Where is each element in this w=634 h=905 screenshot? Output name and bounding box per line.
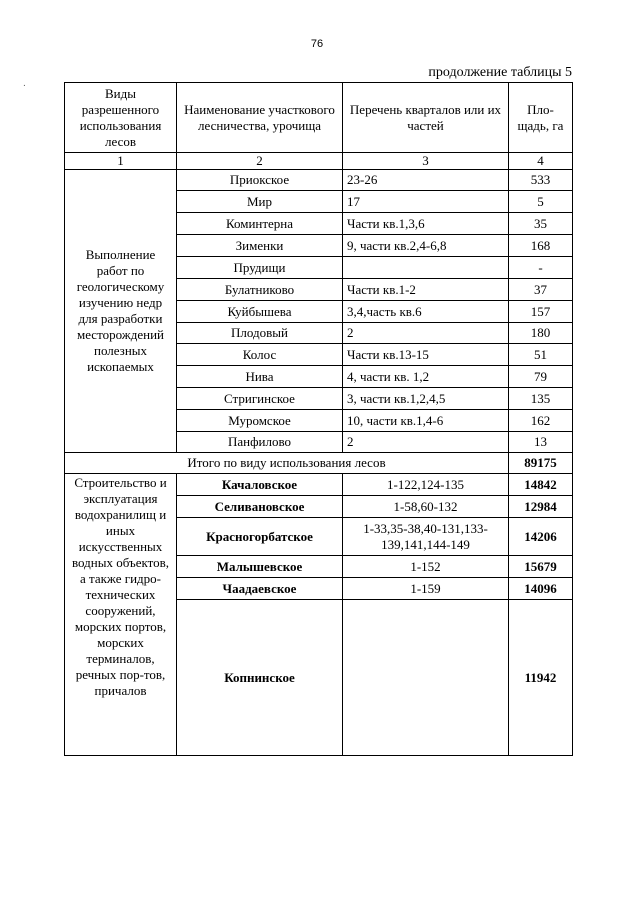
quarters-list: 23-26 [343, 170, 509, 191]
quarters-list: 3, части кв.1,2,4,5 [343, 388, 509, 410]
header-quarters: Перечень кварталов или их частей [343, 83, 509, 153]
area-value: 168 [509, 235, 573, 257]
forestry-name: Селивановское [177, 496, 343, 518]
forest-use-table [64, 82, 573, 756]
total-label: Итого по виду использования лесов [65, 453, 509, 474]
area-value: 180 [509, 323, 573, 344]
forestry-name: Панфилово [177, 432, 343, 453]
forestry-name: Стригинское [177, 388, 343, 410]
forestry-name: Прудищи [177, 257, 343, 279]
area-value: 14842 [509, 474, 573, 496]
area-value: 14206 [509, 518, 573, 556]
table-continuation-label: продолжение таблицы 5 [428, 65, 572, 80]
area-value: 162 [509, 410, 573, 432]
area-value: 35 [509, 213, 573, 235]
column-number: 4 [509, 153, 573, 170]
quarters-list: 1-33,35-38,40-131,133-139,141,144-149 [343, 518, 509, 556]
header-use-type: Виды разрешенного использования лесов [65, 83, 177, 153]
quarters-list: 4, части кв. 1,2 [343, 366, 509, 388]
area-value: 15679 [509, 556, 573, 578]
forestry-name: Зименки [177, 235, 343, 257]
forestry-name: Малышевское [177, 556, 343, 578]
quarters-list: 2 [343, 323, 509, 344]
header-forestry-name: Наименование участкового лесничества, урочища [177, 83, 343, 153]
area-value: 157 [509, 301, 573, 323]
area-value: 533 [509, 170, 573, 191]
area-value: 13 [509, 432, 573, 453]
forestry-name: Булатниково [177, 279, 343, 301]
forestry-name: Мир [177, 191, 343, 213]
table-row [65, 170, 573, 191]
area-value: 37 [509, 279, 573, 301]
forestry-name: Красногорбатское [177, 518, 343, 556]
table-row [65, 474, 573, 496]
section-construction [65, 474, 573, 756]
area-value: 51 [509, 344, 573, 366]
area-value: 135 [509, 388, 573, 410]
forestry-name: Муромское [177, 410, 343, 432]
quarters-list: 17 [343, 191, 509, 213]
forestry-name: Чаадаевское [177, 578, 343, 600]
forestry-name: Колос [177, 344, 343, 366]
column-number: 3 [343, 153, 509, 170]
forestry-name: Куйбышева [177, 301, 343, 323]
quarters-list: 2 [343, 432, 509, 453]
forestry-name: Качаловское [177, 474, 343, 496]
quarters-list: 9, части кв.2,4-6,8 [343, 235, 509, 257]
page-number: 76 [310, 38, 324, 50]
header-row [65, 83, 573, 153]
quarters-list: 1-159 [343, 578, 509, 600]
quarters-list: 1-122,124-135 [343, 474, 509, 496]
area-value: 14096 [509, 578, 573, 600]
forestry-name: Коминтерна [177, 213, 343, 235]
quarters-list: Части кв.13-15 [343, 344, 509, 366]
forestry-name: Нива [177, 366, 343, 388]
area-value: 79 [509, 366, 573, 388]
area-value: - [509, 257, 573, 279]
column-number: 2 [177, 153, 343, 170]
quarters-list [343, 257, 509, 279]
use-type-cell: Строительство и эксплуатация водохранилищ и иных искусственных водных объектов, а также гидро-технических сооружений, морских портов, морских терминалов, речных пор-тов, причалов [65, 474, 177, 756]
total-row [65, 453, 573, 474]
forestry-name: Копнинское [177, 600, 343, 756]
quarters-list: 3,4,часть кв.6 [343, 301, 509, 323]
quarters-list: 10, части кв.1,4-6 [343, 410, 509, 432]
area-value: 5 [509, 191, 573, 213]
column-number-row [65, 153, 573, 170]
forestry-name: Приокское [177, 170, 343, 191]
forestry-name: Плодовый [177, 323, 343, 344]
quarters-list: 1-58,60-132 [343, 496, 509, 518]
quarters-list: 1-152 [343, 556, 509, 578]
quarters-list [343, 600, 509, 756]
area-value: 12984 [509, 496, 573, 518]
quarters-list: Части кв.1,3,6 [343, 213, 509, 235]
use-type-cell: Выполнение работ по геологическому изучению недр для разработки месторождений полезных ископаемых [65, 170, 177, 453]
margin-mark: . [23, 78, 26, 89]
section-geological [65, 170, 573, 453]
quarters-list: Части кв.1-2 [343, 279, 509, 301]
total-value: 89175 [509, 453, 573, 474]
area-value: 11942 [509, 600, 573, 756]
header-area: Пло-щадь, га [509, 83, 573, 153]
column-number: 1 [65, 153, 177, 170]
